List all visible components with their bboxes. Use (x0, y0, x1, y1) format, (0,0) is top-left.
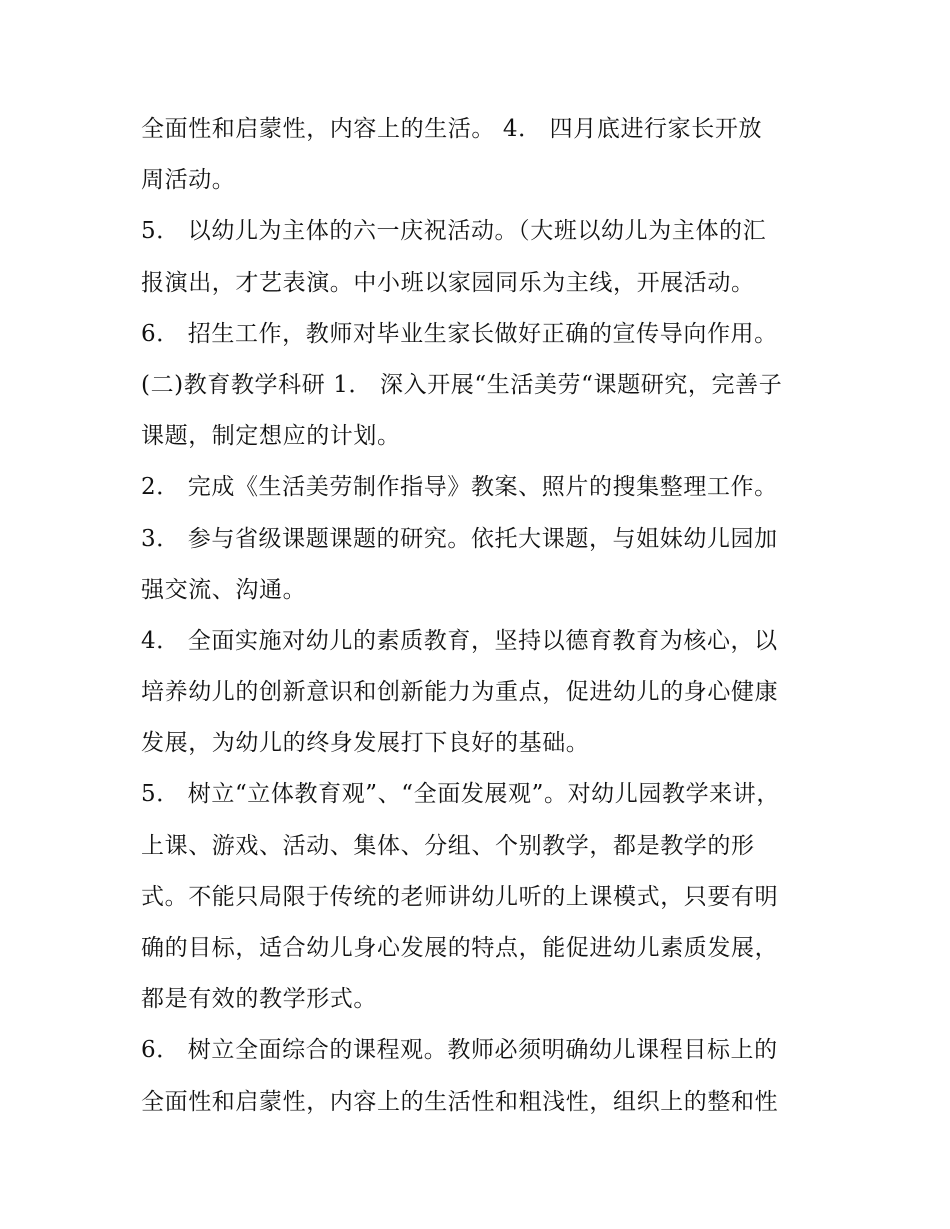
text-line: 报演出，才艺表演。中小班以家园同乐为主线，开展活动。 (141, 269, 755, 296)
text-line: 发展，为幼儿的终身发展打下良好的基础。 (141, 730, 590, 757)
text-line: 6． 树立全面综合的课程观。教师必须明确幼儿课程目标上的 (141, 1037, 778, 1064)
document-body (141, 104, 821, 1128)
text-line: 强交流、沟通。 (141, 576, 307, 603)
text-line: 都是有效的教学形式。 (141, 986, 377, 1013)
text-line: 周活动。 (141, 167, 236, 194)
text-line: 培养幼儿的创新意识和创新能力为重点，促进幼儿的身心健康 (141, 679, 779, 706)
text-line: 课题，制定想应的计划。 (141, 423, 401, 450)
text-line: 2． 完成《生活美劳制作指导》教案、照片的搜集整理工作。 (141, 474, 778, 501)
text-line: 确的目标，适合幼儿身心发展的特点，能促进幼儿素质发展， (141, 935, 779, 961)
text-line: 式。不能只局限于传统的老师讲幼儿听的上课模式，只要有明 (141, 883, 779, 910)
text-line: 全面性和启蒙性，内容上的生活。 4． 四月底进行家长开放 (141, 116, 763, 142)
text-line: 全面性和启蒙性，内容上的生活性和粗浅性，组织上的整和性 (141, 1088, 779, 1115)
text-line: 5． 树立“立体教育观”、“全面发展观”。对幼儿园教学来讲， (141, 781, 780, 808)
text-line: (二)教育教学科研 1． 深入开展“生活美劳“课题研究，完善子 (141, 371, 783, 398)
text-line: 3． 参与省级课题课题的研究。依托大课题，与姐妹幼儿园加 (141, 525, 778, 552)
text-line: 4． 全面实施对幼儿的素质教育，坚持以德育教育为核心，以 (141, 627, 778, 654)
text-line: 上课、游戏、活动、集体、分组、个别教学，都是教学的形 (141, 832, 755, 859)
text-line: 6． 招生工作，教师对毕业生家长做好正确的宣传导向作用。 (141, 320, 778, 347)
text-line: 5． 以幼儿为主体的六一庆祝活动。（大班以幼儿为主体的汇 (141, 218, 767, 245)
